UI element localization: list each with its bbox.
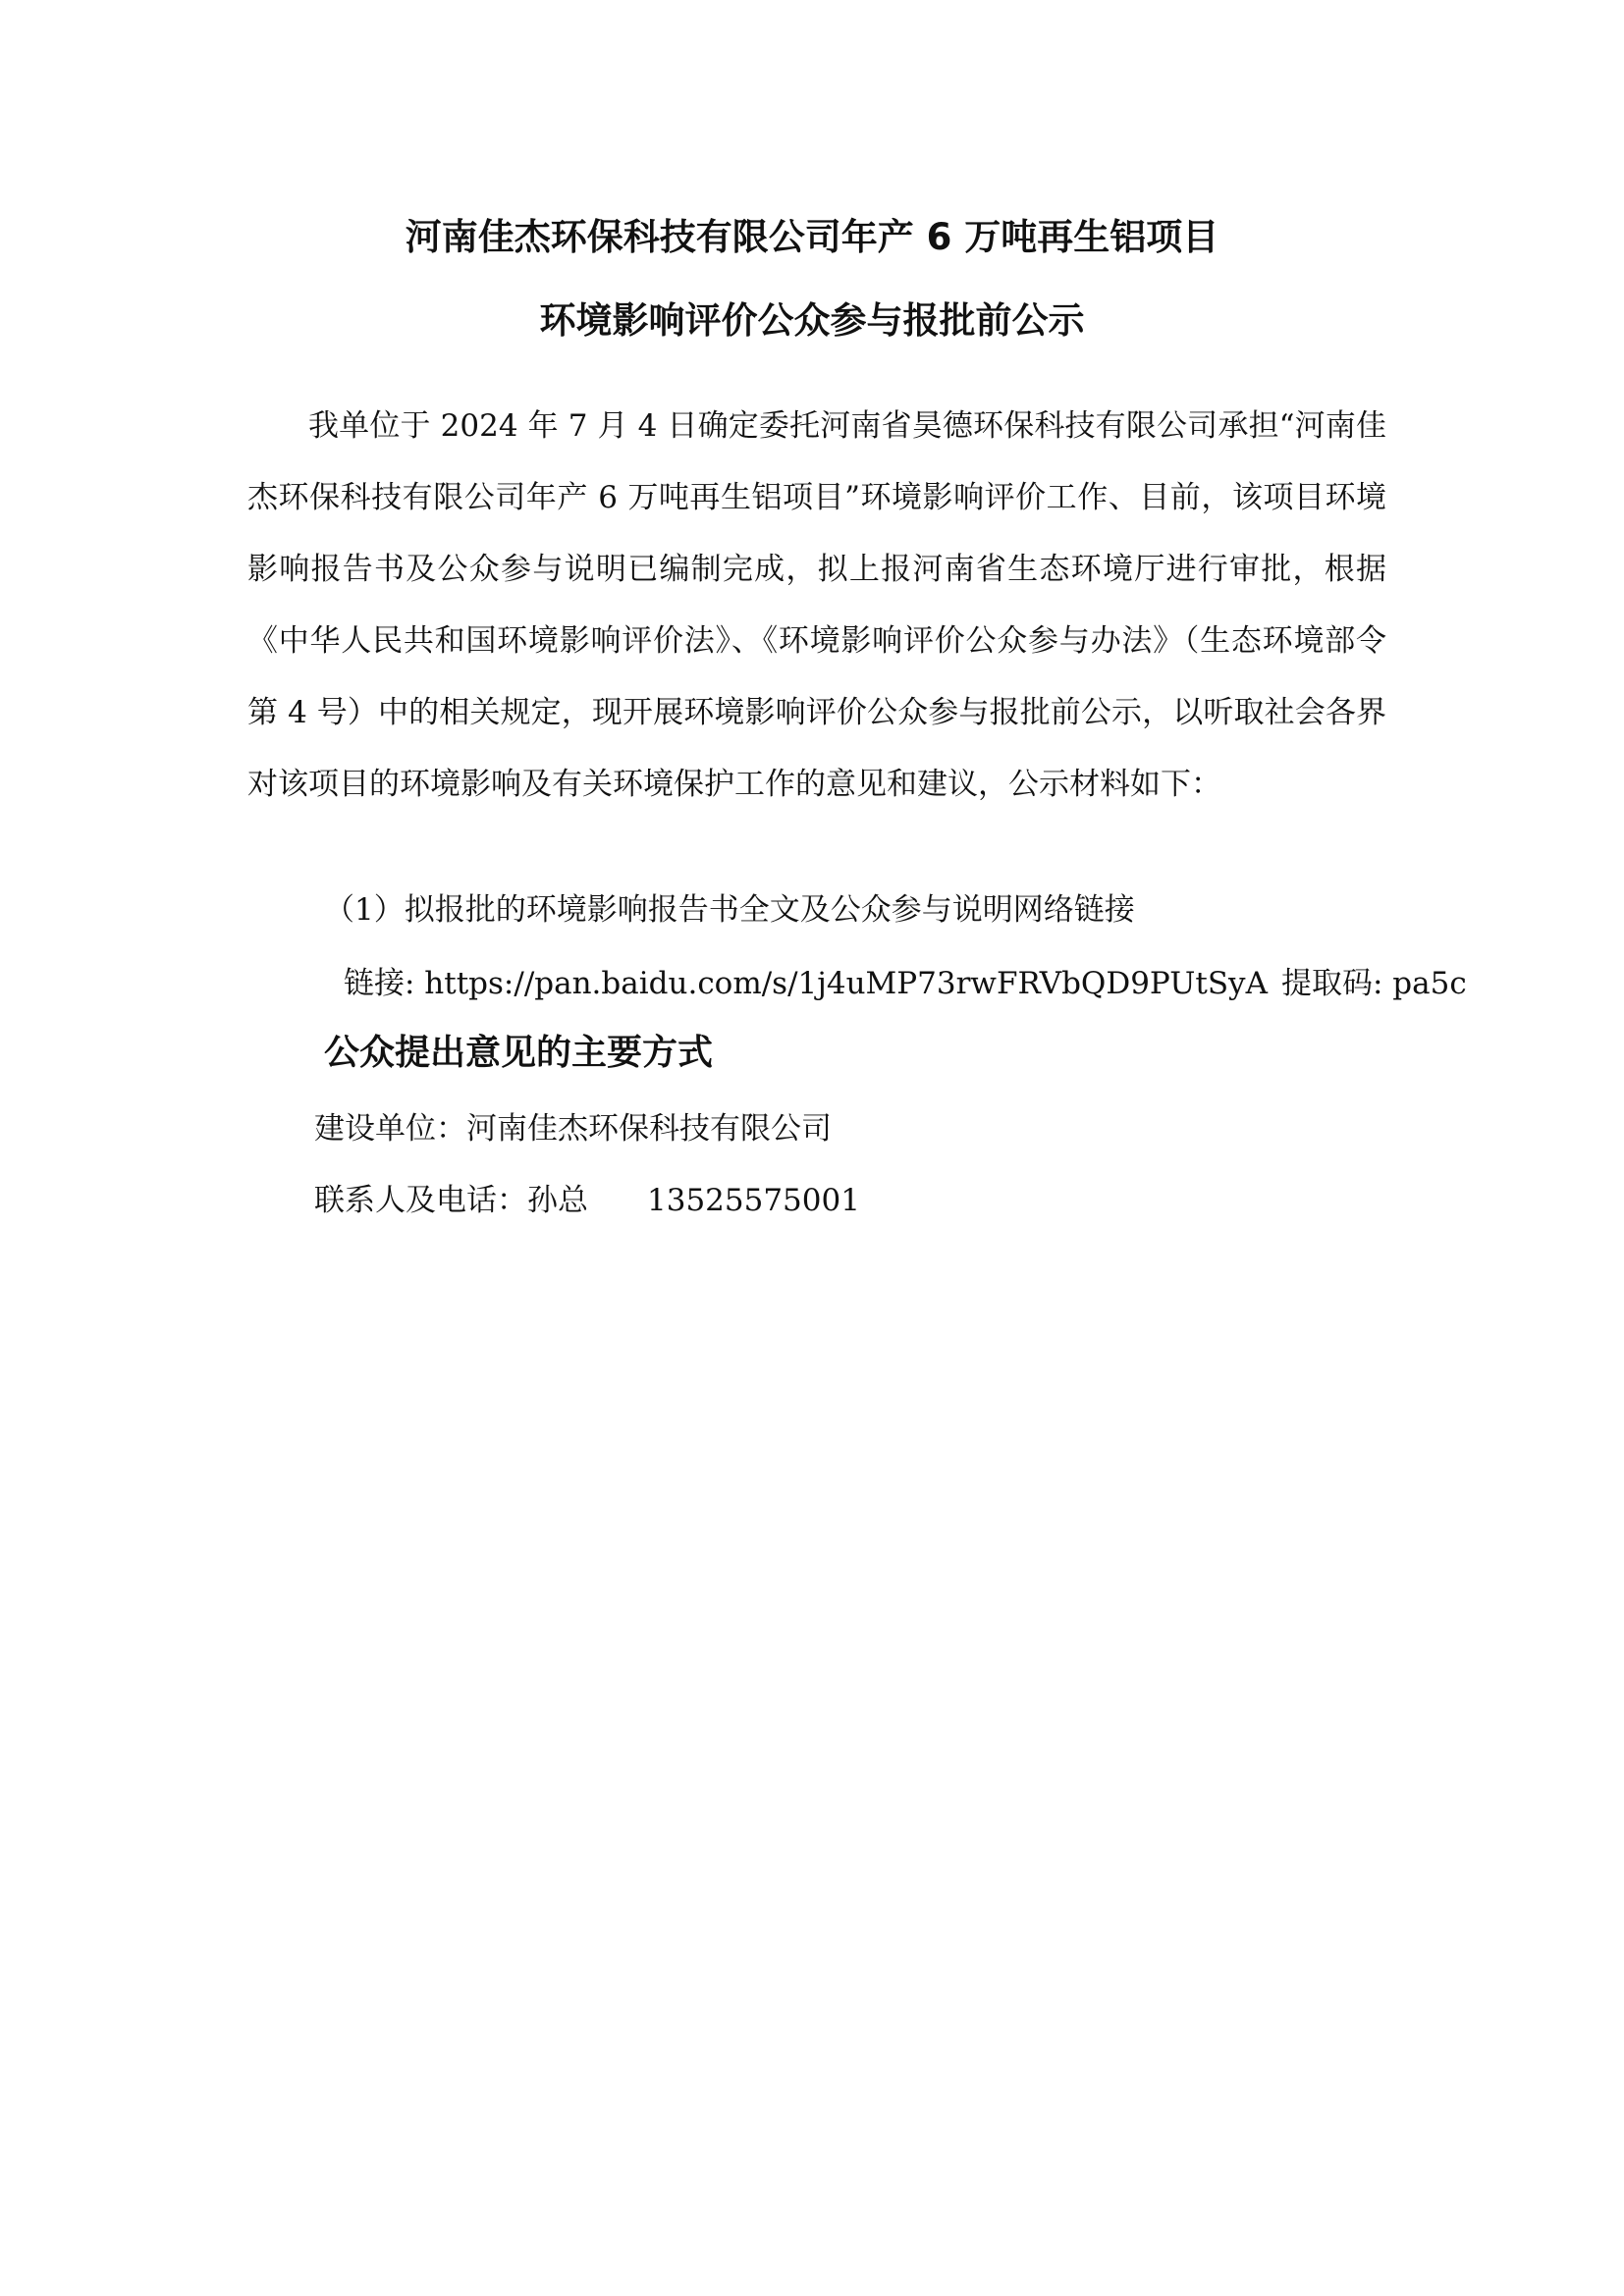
document-title-line-1: 河南佳杰环保科技有限公司年产 6 万吨再生铝项目 — [405, 216, 1219, 258]
contact-label: 联系人及电话：孙总 — [314, 1183, 588, 1218]
builder-info: 建设单位：河南佳杰环保科技有限公司 — [314, 1111, 832, 1147]
contact-phone: 13525575001 — [647, 1183, 860, 1218]
section-heading-feedback: 公众提出意见的主要方式 — [324, 1033, 714, 1073]
download-link-line — [344, 964, 1467, 1003]
notice-paragraph: 我单位于 2024 年 7 月 4 日确定委托河南省昊德环保科技有限公司承担“河南佳杰环保科技有限公司年产 6 万吨再生铝项目”环境影响评价工作、目前，该项目环境影响报告书及公众参与说明已编制完成，拟上报河南省生态环境厅进行审批，根据《中华人民共和国环境影响评价法》、《环境影响评价公众参与办法》（生态环境部令第 4 号）中的相关规定，现开展环境影响评价公众参与报批前公示，以听取社会各界对该项目的环境影响及有关环境保护工作的意见和建议，公示材料如下： — [247, 408, 1386, 802]
extraction-code: 提取码: pa5c — [1280, 966, 1467, 1001]
download-link[interactable]: 链接: https://pan.baidu.com/s/1j4uMP73rwFRVbQD9PUtSyA — [344, 966, 1268, 1001]
document-title-line-2: 环境影响评价公众参与报批前公示 — [539, 299, 1085, 342]
contact-info — [314, 1181, 860, 1220]
list-item-report-link: （1）拟报批的环境影响报告书全文及公众参与说明网络链接 — [324, 892, 1135, 928]
